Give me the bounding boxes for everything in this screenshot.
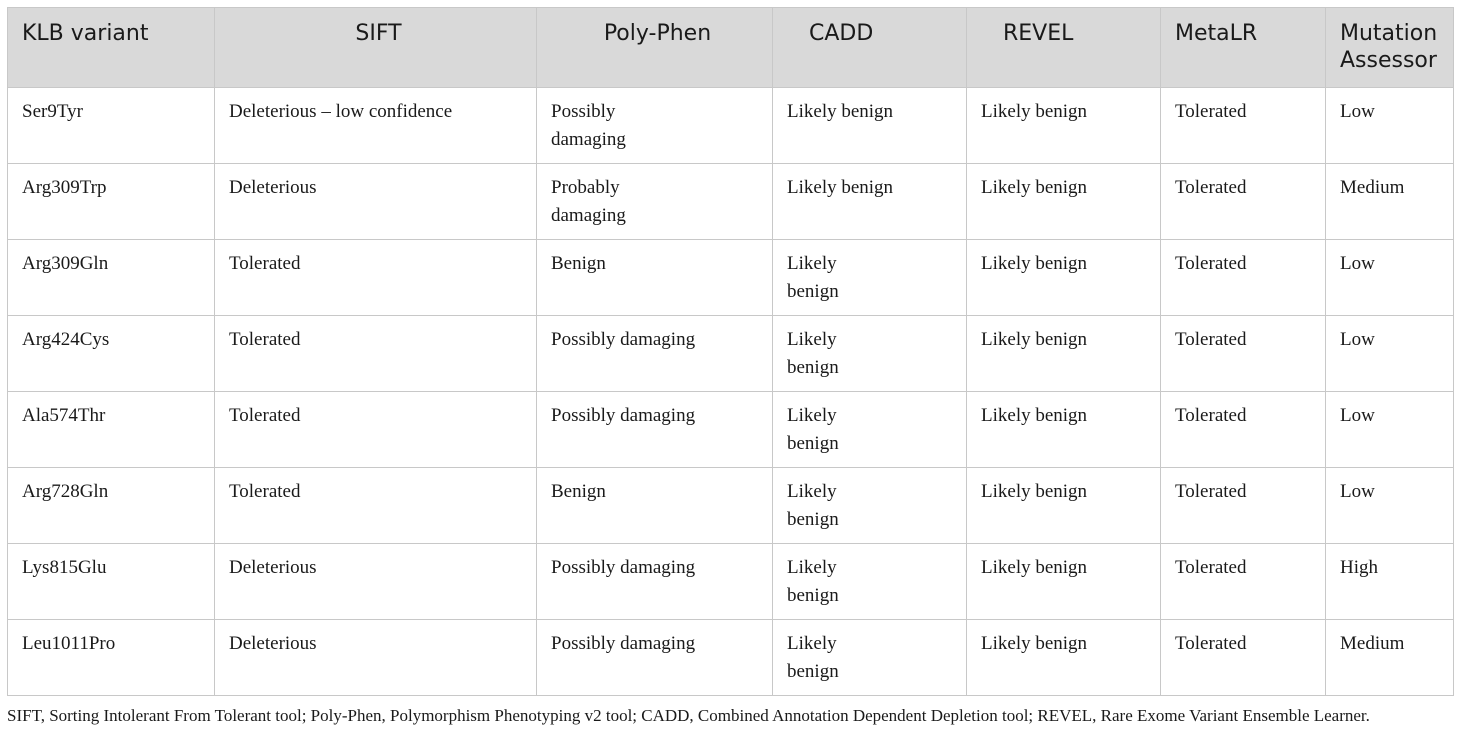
cell-metalr [1161,240,1326,316]
cell-mutation-assessor [1326,392,1454,468]
cell-text: Possibly damaging [551,633,696,654]
cell-revel [967,392,1161,468]
table-row [8,88,1454,164]
cell-sift [215,620,537,696]
cell-text: Tolerated [229,253,301,274]
table-row [8,316,1454,392]
cell-text: Tolerated [1175,177,1247,198]
cell-revel [967,240,1161,316]
cell-cadd [773,164,967,240]
cell-text: Possibly damaging [551,329,696,350]
cell-text: Ala574Thr [22,405,106,426]
cell-text: Arg424Cys [22,329,110,350]
cell-variant [8,240,215,316]
cell-text: Deleterious [229,633,317,654]
variant-prediction-table [7,7,1454,696]
cell-text: Tolerated [1175,633,1247,654]
cell-text: Tolerated [1175,329,1247,350]
cell-text: Tolerated [229,481,301,502]
cell-text: Tolerated [229,405,301,426]
cell-text: Likely benign [787,481,839,530]
cell-cadd [773,468,967,544]
cell-text: Likely benign [981,405,1088,426]
cell-variant [8,544,215,620]
cell-cadd [773,240,967,316]
cell-revel [967,164,1161,240]
cell-metalr [1161,468,1326,544]
header-klb-variant: KLB variant [8,8,215,88]
cell-metalr [1161,392,1326,468]
cell-mutation-assessor [1326,544,1454,620]
cell-mutation-assessor [1326,316,1454,392]
cell-text: Likely benign [787,557,839,606]
cell-text: Medium [1340,633,1405,654]
cell-text: Likely benign [787,101,894,122]
cell-variant [8,468,215,544]
table-row [8,240,1454,316]
cell-poly-phen [537,88,773,164]
cell-text: Ser9Tyr [22,101,83,122]
cell-text: Likely benign [787,177,894,198]
table-footnote: SIFT, Sorting Intolerant From Tolerant tool; Poly-Phen, Polymorphism Phenotyping v2 tool; CADD, Combined Annotation Dependent Depletion tool; REVEL, Rare Exome Variant Ensemble Learner. [7,706,1370,725]
cell-text: Likely benign [981,253,1088,274]
cell-revel [967,620,1161,696]
cell-variant [8,392,215,468]
table-row [8,468,1454,544]
cell-text: Medium [1340,177,1405,198]
cell-text: Low [1340,101,1375,122]
header-metalr: MetaLR [1161,8,1326,88]
cell-text: Likely benign [787,633,839,682]
cell-revel [967,88,1161,164]
cell-text: Tolerated [229,329,301,350]
cell-text: Likely benign [981,481,1088,502]
cell-text: Low [1340,481,1375,502]
table-row [8,164,1454,240]
cell-text: Benign [551,481,606,502]
cell-text: Likely benign [981,177,1088,198]
cell-metalr [1161,164,1326,240]
cell-cadd [773,88,967,164]
cell-sift [215,240,537,316]
variant-prediction-table-container [7,7,1453,696]
cell-text: Leu1011Pro [22,633,116,654]
cell-sift [215,164,537,240]
cell-text: Likely benign [981,557,1088,578]
cell-sift [215,88,537,164]
cell-text: Arg728Gln [22,481,109,502]
cell-text: Low [1340,405,1375,426]
cell-mutation-assessor [1326,240,1454,316]
header-row [8,8,1454,88]
cell-text: Probably damaging [551,177,626,226]
cell-revel [967,468,1161,544]
cell-metalr [1161,316,1326,392]
header-poly-phen: Poly-Phen [537,8,773,88]
cell-text: Low [1340,253,1375,274]
cell-text: High [1340,557,1378,578]
table-body [8,88,1454,696]
cell-metalr [1161,620,1326,696]
cell-poly-phen [537,468,773,544]
cell-cadd [773,620,967,696]
cell-text: Likely benign [981,633,1088,654]
cell-mutation-assessor [1326,620,1454,696]
cell-text: Tolerated [1175,405,1247,426]
table-row [8,544,1454,620]
cell-sift [215,468,537,544]
cell-sift [215,392,537,468]
cell-metalr [1161,544,1326,620]
table-header [8,8,1454,88]
cell-poly-phen [537,392,773,468]
cell-mutation-assessor [1326,468,1454,544]
cell-text: Tolerated [1175,481,1247,502]
cell-text: Likely benign [981,329,1088,350]
cell-cadd [773,316,967,392]
cell-text: Possibly damaging [551,101,626,150]
cell-revel [967,544,1161,620]
cell-text: Arg309Gln [22,253,109,274]
header-revel: REVEL [967,8,1161,88]
cell-cadd [773,392,967,468]
header-mutation-assessor: Mutation Assessor [1326,8,1454,88]
cell-text: Arg309Trp [22,177,107,198]
cell-text: Tolerated [1175,253,1247,274]
cell-sift [215,316,537,392]
cell-text: Possibly damaging [551,405,696,426]
cell-text: Lys815Glu [22,557,107,578]
cell-poly-phen [537,316,773,392]
header-sift: SIFT [215,8,537,88]
cell-variant [8,316,215,392]
cell-poly-phen [537,240,773,316]
cell-metalr [1161,88,1326,164]
cell-text: Tolerated [1175,101,1247,122]
cell-mutation-assessor [1326,88,1454,164]
cell-sift [215,544,537,620]
cell-poly-phen [537,544,773,620]
cell-text: Possibly damaging [551,557,696,578]
cell-cadd [773,544,967,620]
cell-text: Likely benign [787,253,839,302]
cell-text: Likely benign [787,329,839,378]
cell-text: Likely benign [787,405,839,454]
cell-text: Tolerated [1175,557,1247,578]
cell-text: Deleterious [229,557,317,578]
cell-poly-phen [537,164,773,240]
cell-text: Benign [551,253,606,274]
cell-poly-phen [537,620,773,696]
table-row [8,392,1454,468]
cell-variant [8,620,215,696]
cell-text: Likely benign [981,101,1088,122]
cell-revel [967,316,1161,392]
cell-text: Low [1340,329,1375,350]
cell-text: Deleterious [229,177,317,198]
cell-mutation-assessor [1326,164,1454,240]
cell-text: Deleterious – low confidence [229,101,453,122]
cell-variant [8,88,215,164]
table-row [8,620,1454,696]
cell-variant [8,164,215,240]
header-cadd: CADD [773,8,967,88]
